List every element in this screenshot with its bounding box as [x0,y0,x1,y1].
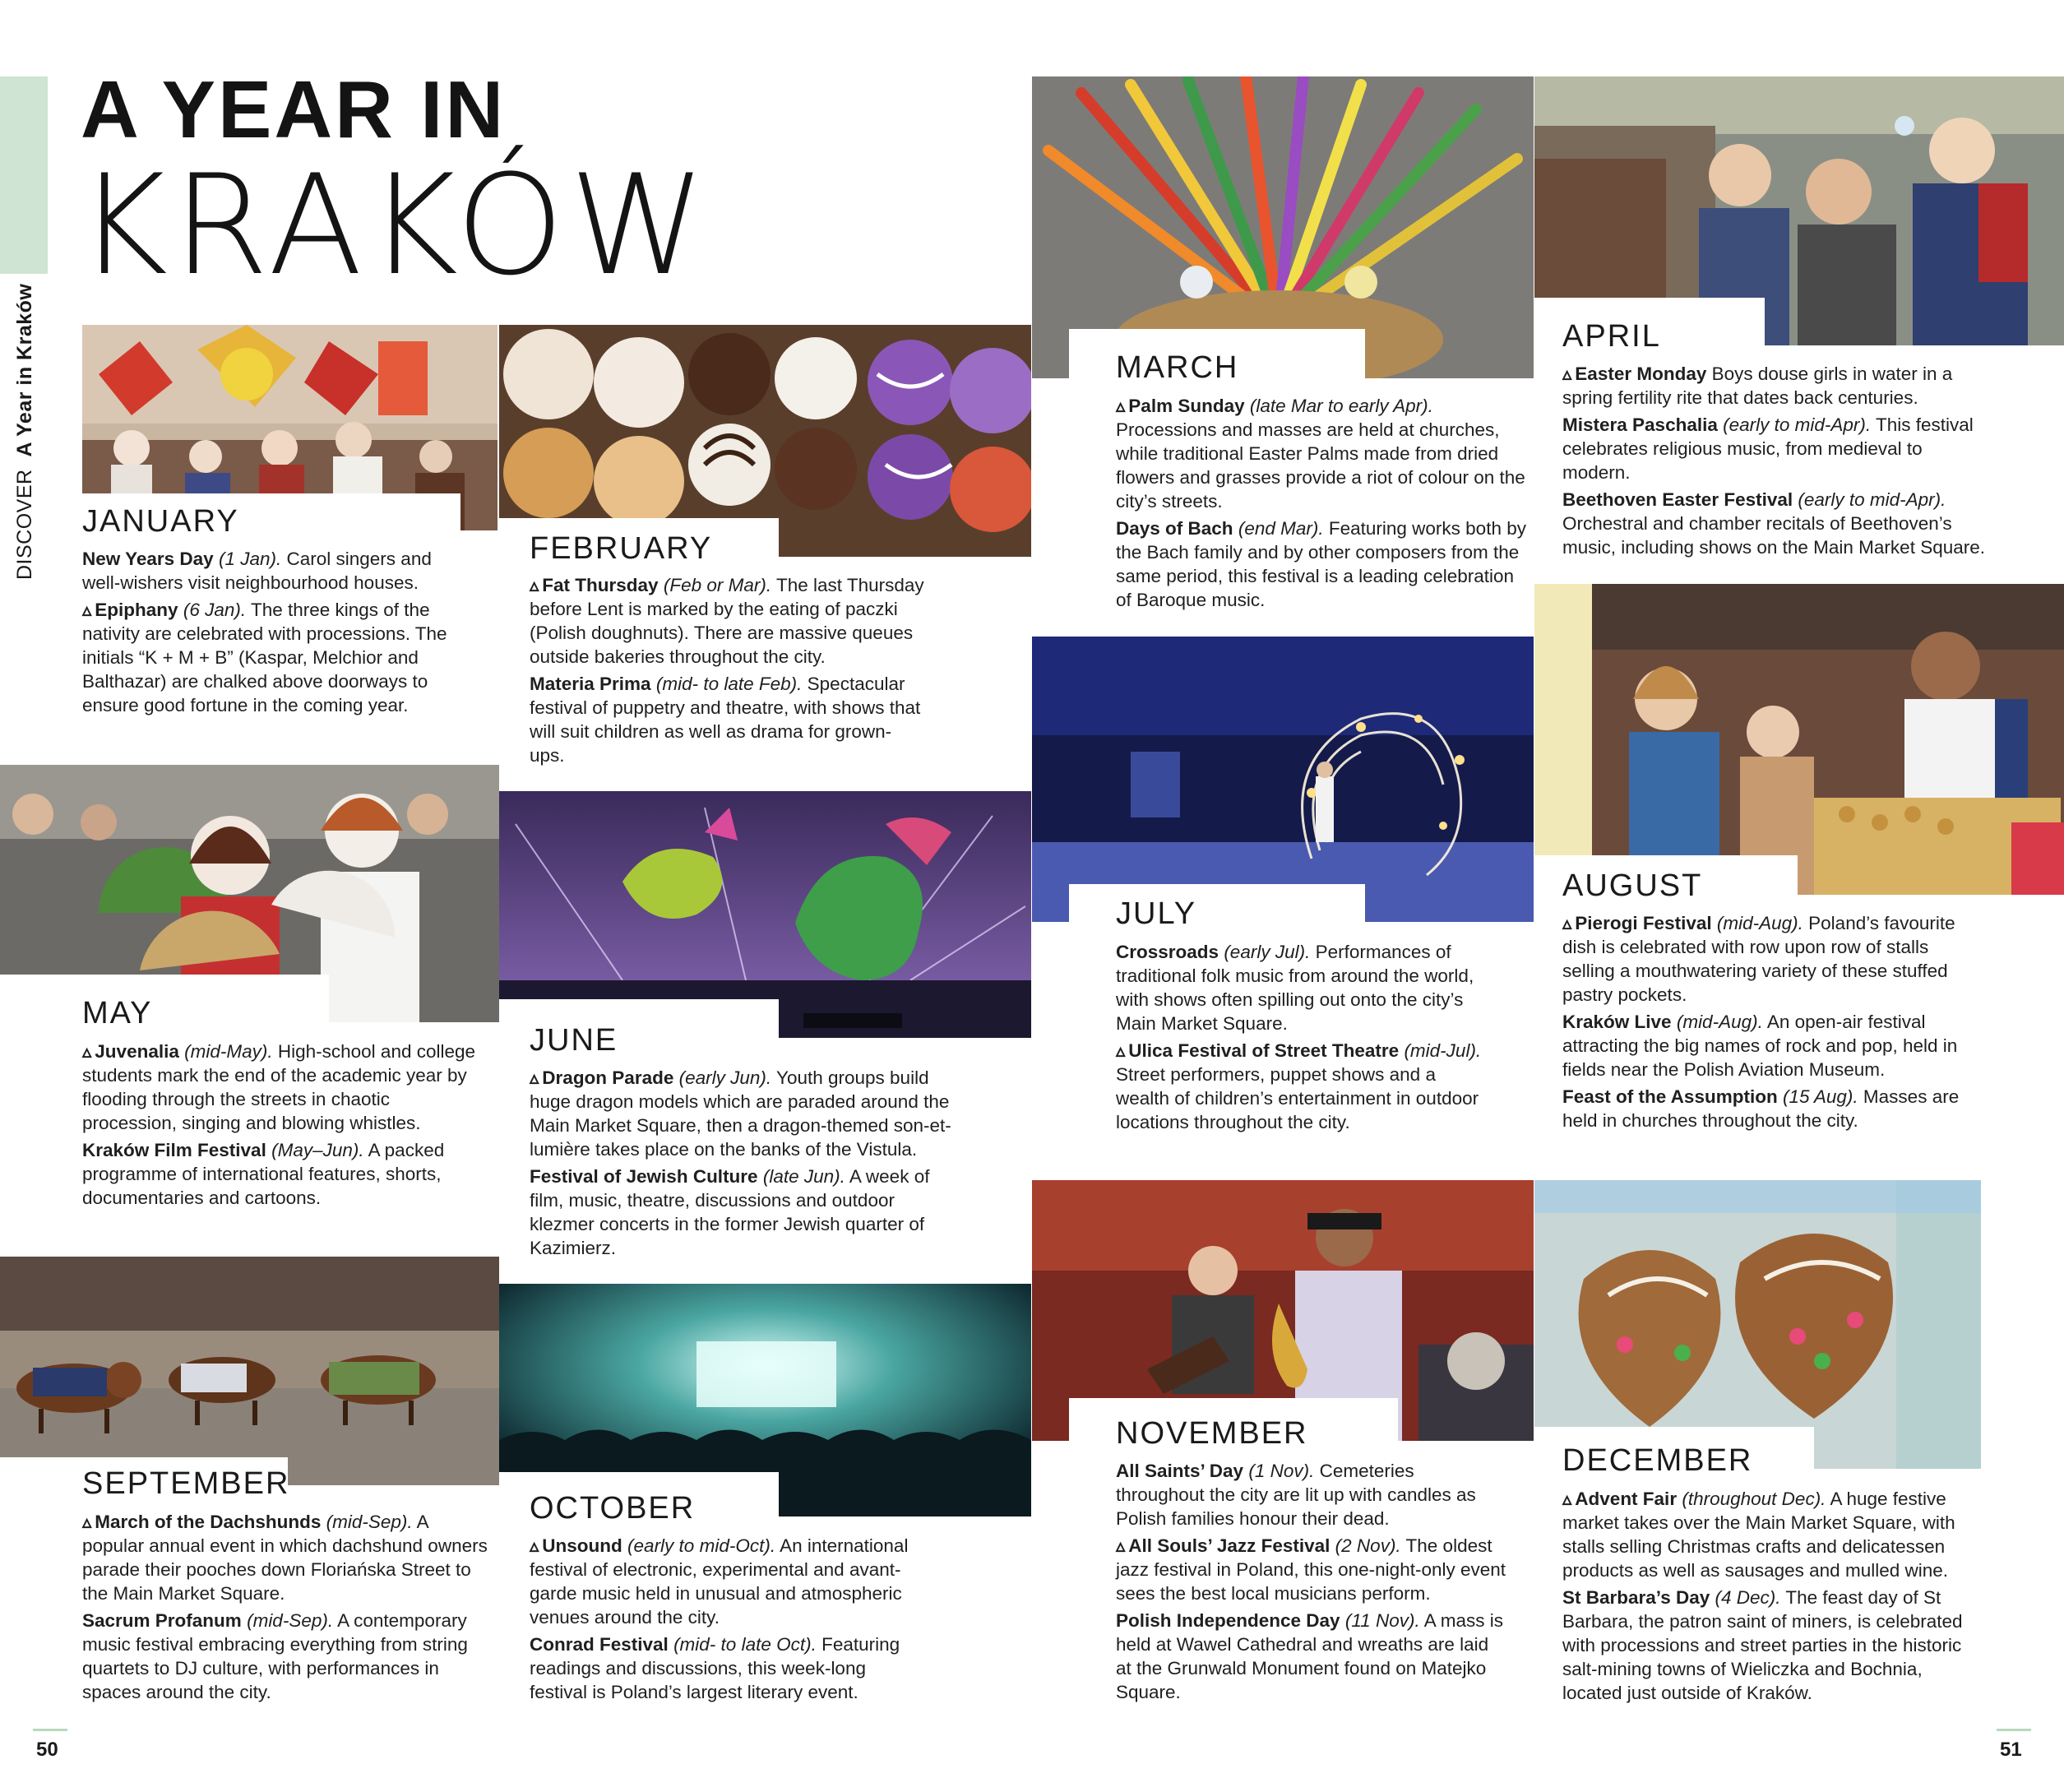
event-entry [82,1510,489,1605]
highlight-triangle-icon: ▵ [1562,913,1572,933]
event-description: Boys douse girls in water in a spring fertility rite that dates back centuries. [1562,363,1953,408]
event-entry [1562,1085,1974,1132]
september-events [82,1510,489,1707]
event-entry [1562,362,1990,410]
event-entry [530,1534,924,1629]
september-heading: SEPTEMBER [82,1466,290,1501]
event-name: Mistera Paschalia [1562,414,1718,435]
april-events [1562,362,1990,563]
event-name: Feast of the Assumption [1562,1086,1778,1107]
highlight-triangle-icon: ▵ [530,1067,539,1088]
may-text-notch [0,975,329,1024]
event-description: Orchestral and chamber recitals of Beethoven’s music, including shows on the Main Market Square. [1562,513,1985,558]
may-heading: MAY [82,996,153,1030]
event-description: Street performers, puppet shows and a wealth of children’s entertainment in outdoor locations throughout the city. [1116,1064,1479,1132]
july-events [1116,940,1490,1137]
event-name: St Barbara’s Day [1562,1587,1710,1608]
event-entry [82,1040,489,1135]
event-name: Easter Monday [1575,363,1707,384]
january-events [82,547,456,720]
event-name: New Years Day [82,549,214,569]
page-title-line2: KRAKÓW [77,145,711,306]
event-date: (mid-Aug). [1676,1012,1763,1032]
event-description: Youth groups build huge dragon models which are paraded around the Main Market Square, then a dragon-themed son-et-lumière takes place on the banks of the Vistula. [530,1067,951,1160]
left-page-rule [33,1729,67,1731]
march-heading: MARCH [1116,350,1239,385]
event-date: (May–Jun). [271,1140,364,1160]
event-description: Spectacular festival of puppetry and theatre, with shows that will suit children as well as drama for grown-ups. [530,674,921,766]
november-events [1116,1459,1506,1707]
event-name: Pierogi Festival [1575,913,1712,933]
event-entry [82,1609,489,1704]
event-description: The oldest jazz festival in Poland, this one-night-only event sees the best local musicians perform. [1116,1535,1506,1604]
event-date: (throughout Dec). [1682,1489,1826,1509]
event-date: (mid-Aug). [1716,913,1803,933]
june-events [530,1066,957,1263]
event-date: (early to mid-Apr). [1723,414,1872,435]
event-date: (15 Aug). [1782,1086,1858,1107]
chapter-label: A Year in Kraków [13,283,36,457]
event-date: (2 Nov). [1335,1535,1401,1556]
event-description: The three kings of the nativity are celebrated with processions. The initials “K + M + B” (Kaspar, Melchior and Balthazar) are chalked above doorways to ensure good fortune in the coming year. [82,600,447,715]
event-name: Epiphany [95,600,178,620]
event-entry [82,598,456,717]
september-photo [0,1257,499,1485]
event-entry [530,573,924,669]
event-name: All Saints’ Day [1116,1461,1244,1481]
event-description: A popular annual event in which dachshund owners parade their pooches down Floriańska Street to the Main Market Square. [82,1512,488,1604]
november-heading: NOVEMBER [1116,1416,1308,1451]
event-entry [1116,516,1531,612]
event-description: Carol singers and well-wishers visit neighbourhood houses. [82,549,432,593]
event-date: (early to mid-Apr). [1798,489,1946,510]
event-date: (mid-Sep). [326,1512,413,1532]
highlight-triangle-icon: ▵ [82,600,92,620]
event-name: Polish Independence Day [1116,1610,1340,1631]
july-text-notch [1069,884,1365,925]
event-description: Featuring works both by the Bach family and by other composers from the same period, this festival is a leading celebration of Baroque music. [1116,518,1526,610]
event-entry [1562,911,1974,1007]
event-date: (6 Jan). [183,600,247,620]
event-entry [1116,940,1490,1035]
event-description: An international festival of electronic, experimental and avant-garde music held in unusual and atmospheric venues around the city. [530,1535,909,1628]
event-description: This festival celebrates religious music, from medieval to modern. [1562,414,1974,483]
event-name: Beethoven Easter Festival [1562,489,1793,510]
event-name: Conrad Festival [530,1634,669,1655]
highlight-triangle-icon: ▵ [530,1535,539,1556]
event-name: Festival of Jewish Culture [530,1166,758,1187]
event-description: Featuring readings and discussions, this week-long festival is Poland’s largest literary event. [530,1634,900,1702]
event-entry [1116,394,1531,513]
event-entry [1562,1487,1965,1582]
event-date: (1 Jan). [218,549,282,569]
february-heading: FEBRUARY [530,531,713,566]
event-description: Cemeteries throughout the city are lit up with candles as Polish families honour their dead. [1116,1461,1476,1529]
event-name: Days of Bach [1116,518,1233,539]
event-date: (late Mar to early Apr). [1249,396,1433,416]
event-entry [82,547,456,595]
event-date: (mid-Jul). [1404,1040,1482,1061]
event-date: (late Jun). [762,1166,845,1187]
event-description: Masses are held in churches throughout the city. [1562,1086,1960,1131]
event-name: All Souls’ Jazz Festival [1128,1535,1330,1556]
january-heading: JANUARY [82,504,239,539]
event-entry [82,1138,489,1210]
december-events [1562,1487,1965,1708]
event-name: Crossroads [1116,942,1219,962]
event-date: (early Jul). [1224,942,1311,962]
event-description: The last Thursday before Lent is marked by the eating of paczki (Polish doughnuts). There are massive queues outside bakeries throughout the city. [530,575,924,667]
october-heading: OCTOBER [530,1491,696,1526]
right-page-rule [1997,1729,2031,1731]
february-events [530,573,924,771]
event-entry [1116,1039,1490,1134]
event-name: Materia Prima [530,674,651,694]
october-events [530,1534,924,1707]
event-date: (mid-Sep). [247,1610,334,1631]
page-title-line1: A YEAR IN [81,64,507,155]
december-photo [1534,1180,1981,1469]
event-name: Sacrum Profanum [82,1610,242,1631]
section-color-bar [0,76,48,274]
event-description: A contemporary music festival embracing everything from string quartets to DJ culture, with performances in spaces around the city. [82,1610,468,1702]
event-date: (mid- to late Oct). [673,1634,817,1655]
event-name: Advent Fair [1575,1489,1678,1509]
event-name: Unsound [542,1535,622,1556]
event-description: A week of film, music, theatre, discussions and outdoor klezmer concerts in the former Jewish quarter of Kazimierz. [530,1166,930,1258]
event-entry [530,672,924,767]
event-date: (11 Nov). [1344,1610,1420,1631]
event-entry [1116,1459,1506,1530]
event-entry [1562,413,1990,484]
event-entry [1562,1586,1965,1705]
event-name: Palm Sunday [1128,396,1245,416]
event-name: Ulica Festival of Street Theatre [1128,1040,1400,1061]
event-description: A packed programme of international features, shorts, documentaries and cartoons. [82,1140,445,1208]
highlight-triangle-icon: ▵ [1116,396,1126,416]
event-date: (mid- to late Feb). [655,674,803,694]
event-date: (early Jun). [678,1067,772,1088]
may-events [82,1040,489,1213]
right-page-number: 51 [2000,1739,2022,1761]
event-date: (mid-May). [184,1041,273,1062]
event-description: A mass is held at Wawel Cathedral and wreaths are laid at the Grunwald Monument found on Matejko Square. [1116,1610,1503,1702]
april-heading: APRIL [1562,319,1661,354]
event-date: (Feb or Mar). [663,575,772,595]
highlight-triangle-icon: ▵ [82,1041,92,1062]
event-description: An open-air festival attracting the big names of rock and pop, held in fields near the Polish Aviation Museum. [1562,1012,1958,1080]
december-heading: DECEMBER [1562,1443,1753,1478]
event-description: Processions and masses are held at churches, while traditional Easter Palms made from dried flowers and grasses provide a riot of colour on the city’s streets. [1116,419,1525,512]
event-description: A huge festive market takes over the Main Market Square, with stalls selling Christmas crafts and delicatessen products as well as sausages and mulled wine. [1562,1489,1955,1581]
event-date: (end Mar). [1238,518,1324,539]
event-entry [1116,1534,1506,1605]
running-head [13,284,37,580]
highlight-triangle-icon: ▵ [530,575,539,595]
event-entry [530,1632,924,1704]
event-name: Kraków Film Festival [82,1140,266,1160]
highlight-triangle-icon: ▵ [1116,1535,1126,1556]
august-events [1562,911,1974,1136]
left-page-number: 50 [36,1739,58,1761]
event-entry [530,1165,957,1260]
event-description: The feast day of St Barbara, the patron saint of miners, is celebrated with processions and street parties in the historic salt-mining towns of Wieliczka and Bochnia, located just outside of Kraków. [1562,1587,1963,1703]
july-heading: JULY [1116,896,1197,931]
event-entry [1562,1010,1974,1081]
event-entry [1116,1609,1506,1704]
event-date: (early to mid-Oct). [627,1535,776,1556]
june-heading: JUNE [530,1023,618,1058]
event-name: Kraków Live [1562,1012,1672,1032]
august-heading: AUGUST [1562,868,1703,903]
event-entry [1562,488,1990,559]
august-photo [1534,584,2064,895]
march-events [1116,394,1531,615]
event-description: Performances of traditional folk music from around the world, with shows often spilling out onto the city’s Main Market Square. [1116,942,1474,1034]
event-description: High-school and college students mark the end of the academic year by flooding through the streets in chaotic procession, singing and blowing whistles. [82,1041,476,1133]
highlight-triangle-icon: ▵ [1116,1040,1126,1061]
highlight-triangle-icon: ▵ [82,1512,92,1532]
section-label: DISCOVER [13,469,36,580]
event-entry [530,1066,957,1161]
event-name: Dragon Parade [542,1067,674,1088]
event-description: Poland’s favourite dish is celebrated with row upon row of stalls selling a mouthwatering variety of these stuffed pastry pockets. [1562,913,1955,1005]
event-name: Fat Thursday [542,575,659,595]
highlight-triangle-icon: ▵ [1562,363,1572,384]
event-name: March of the Dachshunds [95,1512,322,1532]
july-photo [1032,637,1534,922]
event-date: (1 Nov). [1248,1461,1315,1481]
event-date: (4 Dec). [1715,1587,1781,1608]
event-name: Juvenalia [95,1041,179,1062]
highlight-triangle-icon: ▵ [1562,1489,1572,1509]
